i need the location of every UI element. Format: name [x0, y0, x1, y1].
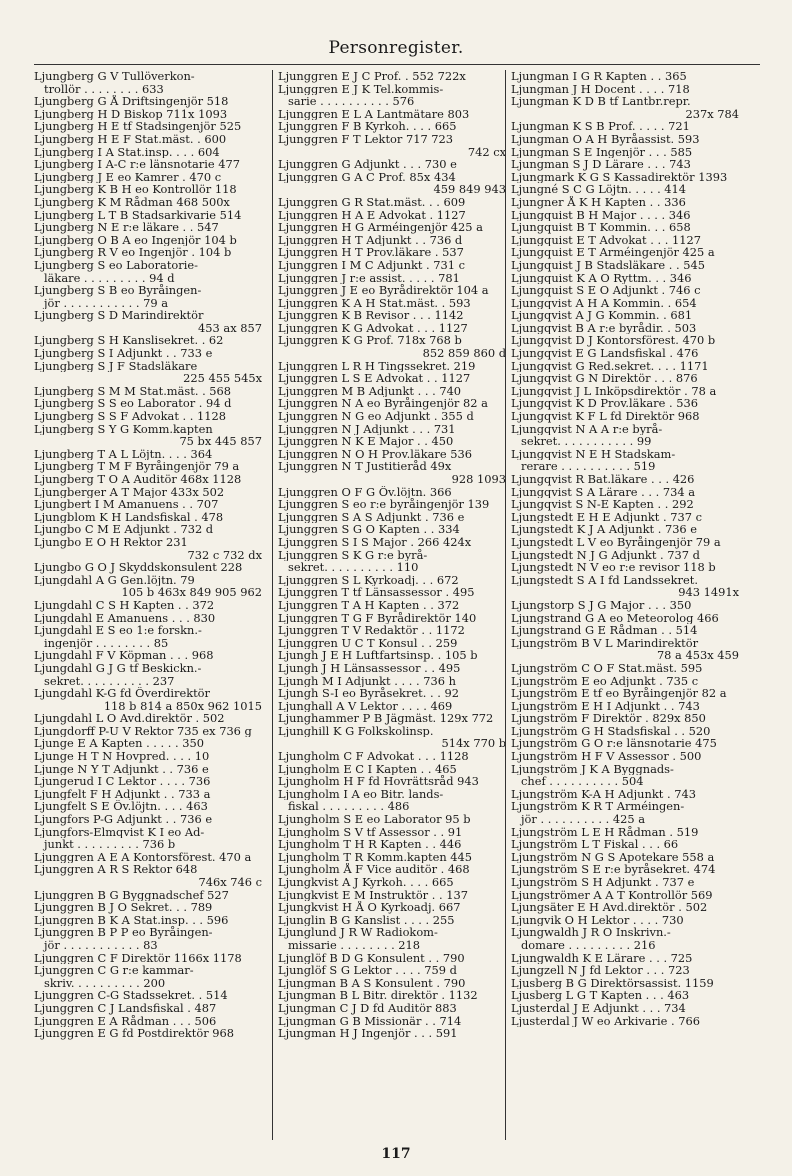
register-entry: Ljunggren C J Landsfiskal . 487	[34, 1001, 217, 1015]
register-entry: 746x 746 c	[198, 876, 262, 889]
register-entry: Ljungqvist D J Kontorsförest. 470 b	[511, 334, 716, 348]
register-entry: Ljungberg S B eo Byråingen-	[34, 284, 202, 297]
register-entry: Ljunggren J r:e assist. . . . . 781	[278, 271, 460, 285]
register-entry: Ljungstedt K J A Adjunkt . 736 e	[511, 523, 698, 536]
register-entry: Ljusterdal J E Adjunkt . . . 734	[511, 1001, 686, 1015]
register-column-2	[278, 70, 510, 1040]
register-entry: Ljungfelt F H Adjunkt . . 733 a	[34, 787, 211, 801]
register-entry: Ljungquist E T Arméingenjör 425 a	[511, 246, 715, 259]
register-entry: Ljungdahl G J G tf Beskickn.-	[34, 661, 202, 675]
register-entry: 453 ax 857	[198, 321, 262, 335]
register-entry: Ljungberg T A L Löjtn. . . . 364	[34, 447, 213, 461]
register-entry: Ljungberg H D Biskop 711x 1093	[34, 107, 228, 121]
register-entry: Ljungman H J Ingenjör . . . 591	[278, 1027, 458, 1040]
register-entry: 75 bx 445 857	[179, 435, 262, 448]
register-entry: Ljusberg L G T Kapten . . . 463	[511, 989, 690, 1002]
register-entry: 105 b 463x 849 905 962	[121, 586, 262, 599]
register-entry: Ljunggren K A H Stat.mäst. . 593	[278, 296, 471, 310]
register-entry: Ljungström E eo Adjunkt . 735 c	[511, 674, 699, 688]
register-entry: Ljunggren L S E Advokat . . 1127	[278, 372, 471, 385]
register-entry: Ljunggren E G fd Postdirektör 968	[34, 1027, 235, 1040]
register-entry: Ljungerud I C Lektor . . . . 736	[34, 775, 211, 788]
register-entry: Ljunggren N A eo Byråingenjör 82 a	[278, 397, 488, 411]
register-entry: Ljungstrand G A eo Meteorolog 466	[511, 611, 719, 625]
register-entry: Ljungberg I A Stat.insp. . . . 604	[34, 145, 220, 159]
register-entry: Ljungberg S Y G Komm.kapten	[34, 422, 213, 436]
register-entry: Ljunggren I M C Adjunkt . 731 c	[278, 258, 466, 272]
register-entry: Ljungman O A H Byråassist. 593	[511, 132, 700, 146]
register-entry: Ljunge E A Kapten . . . . . 350	[34, 737, 205, 751]
register-entry: Ljungberg K M Rådman 468 500x	[34, 195, 230, 209]
register-entry: Ljungné S C G Löjtn. . . . . 414	[511, 183, 687, 196]
register-entry: läkare . . . . . . . . . 94 d	[44, 271, 175, 285]
register-entry: Ljungberg L T B Stadsarkivarie 514	[34, 208, 242, 222]
register-entry: Ljungman S J D Lärare . . . 743	[511, 158, 691, 171]
register-entry: Ljungberg S H Kanslisekret. . 62	[34, 334, 224, 348]
register-entry: Ljungblom K H Landsfiskal . 478	[34, 510, 224, 524]
register-entry: Ljunggren T V Redaktör . . 1172	[278, 624, 465, 637]
register-entry: Ljungmark K G S Kassadirektör 1393	[511, 170, 728, 184]
register-entry: 852 859 860 d	[422, 347, 506, 360]
register-entry: Ljungström S H Adjunkt . 737 e	[511, 876, 695, 889]
register-entry: fiskal . . . . . . . . . 486	[288, 800, 410, 814]
register-entry: Ljunggren N J Adjunkt . . . 731	[278, 422, 456, 436]
register-entry: Ljunggren T A H Kapten . . 372	[278, 598, 460, 612]
register-entry: sekret. . . . . . . . . . . 99	[521, 435, 652, 448]
register-entry: Ljungwaldh J R O Inskrivn.-	[511, 926, 671, 939]
register-entry: Ljungberg G V Tullöverkon-	[34, 70, 195, 83]
register-entry: Ljungsäter E H Avd.direktör . 502	[511, 901, 708, 914]
register-entry: Ljungström S E r:e byråsekret. 474	[511, 863, 716, 876]
register-entry: Ljungqvist G Red.sekret. . . . 1171	[511, 359, 709, 373]
register-entry: trollör . . . . . . . . 633	[44, 82, 164, 96]
register-entry: Ljungberg S J F Stadsläkare	[34, 359, 198, 373]
register-entry: Ljunggren N T Justitieråd 49x	[278, 460, 452, 473]
register-entry: Ljungström L E H Rådman . 519	[511, 825, 699, 839]
register-entry: Ljungqvist A J G Kommin. . 681	[511, 309, 693, 322]
register-entry: Ljungholm S V tf Assessor . . 91	[278, 825, 463, 839]
register-entry: Ljungqvist R Bat.läkare . . . 426	[511, 473, 695, 486]
register-entry: Ljungström H F V Assessor . 500	[511, 750, 702, 763]
register-entry: rerare . . . . . . . . . . 519	[521, 460, 656, 473]
register-entry: Ljunggren S eo r:e byråingenjör 139	[278, 498, 490, 511]
register-entry: Ljungberg O B A eo Ingenjör 104 b	[34, 233, 237, 247]
register-entry: Ljunggren T tf Länsassessor . 495	[278, 586, 475, 599]
register-entry: Ljungdahl F V Köpman . . . 968	[34, 649, 214, 662]
register-entry: Ljungberg N E r:e läkare . . 547	[34, 221, 219, 234]
register-entry: Ljungman J H Docent . . . . 718	[511, 82, 690, 96]
register-entry: jör . . . . . . . . . . . 83	[44, 938, 158, 952]
register-entry: Ljungholm Å F Vice auditör . 468	[278, 863, 470, 876]
register-entry: Ljungzell N J fd Lektor . . . 723	[511, 964, 690, 977]
register-entry: Ljungholm T R Komm.kapten 445	[278, 850, 473, 864]
register-entry: Ljungberg S S eo Laborator . 94 d	[34, 397, 232, 411]
register-entry: Ljunggren G A C Prof. 85x 434	[278, 170, 456, 184]
register-entry: Ljunggren G Adjunkt . . . 730 e	[278, 158, 457, 171]
register-entry: Ljungquist S E O Adjunkt . 746 c	[511, 284, 701, 297]
register-entry: Ljunggren N G eo Adjunkt . 355 d	[278, 410, 474, 423]
register-entry: Ljungstedt N V eo r:e revisor 118 b	[511, 561, 716, 574]
register-entry: Ljungquist E T Advokat . . . 1127	[511, 233, 701, 247]
register-entry: jör . . . . . . . . . . 425 a	[521, 813, 646, 826]
register-entry: Ljungstrand G E Rådman . . 514	[511, 624, 698, 637]
register-entry: Ljungdahl E Amanuens . . . 830	[34, 611, 216, 625]
register-entry: Ljungman C J D fd Auditör 883	[278, 1001, 457, 1015]
register-entry: Ljungberg T M F Byråingenjör 79 a	[34, 460, 240, 473]
register-entry: Ljungqvist J L Inköpsdirektör . 78 a	[511, 384, 717, 398]
register-entry: Ljungquist B H Major . . . . 346	[511, 208, 691, 222]
register-entry: Ljungbo C M E Adjunkt . 732 d	[34, 523, 214, 536]
register-entry: 943 1491x	[678, 586, 739, 599]
register-entry: Ljungqvist K F L fd Direktör 968	[511, 410, 700, 423]
register-entry: Ljungström K R T Arméingen-	[511, 800, 685, 814]
register-entry: 237x 784	[685, 107, 739, 121]
register-entry: Ljungkvist A J Kyrkoh. . . . 665	[278, 876, 454, 889]
register-entry: Ljunggren H G Arméingenjör 425 a	[278, 221, 483, 234]
register-entry: Ljunghall A V Lektor . . . . 469	[278, 699, 453, 713]
register-entry: Ljungfors-Elmqvist K I eo Ad-	[34, 825, 205, 839]
register-entry: Ljunggren S A S Adjunkt . 736 e	[278, 510, 465, 524]
register-column-1	[34, 70, 266, 1040]
register-entry: 118 b 814 a 850x 962 1015	[103, 699, 262, 713]
register-entry: Ljungqvist G N Direktör . . . 876	[511, 372, 698, 385]
register-entry: Ljungh M I Adjunkt . . . . 736 h	[278, 674, 456, 688]
register-entry: Ljunggren S L Kyrkoadj. . . 672	[278, 573, 459, 587]
register-entry: missarie . . . . . . . . 218	[288, 938, 421, 952]
column-divider	[272, 70, 273, 1140]
register-entry: 514x 770 b	[441, 737, 506, 751]
register-entry: Ljungberg H E F Stat.mäst. . 600	[34, 132, 227, 146]
column-divider	[505, 70, 506, 1140]
register-entry: Ljunggren K B Revisor . . . 1142	[278, 309, 464, 322]
register-entry: 225 455 545x	[183, 372, 262, 385]
register-entry: Ljungberg J E eo Kamrer . 470 c	[34, 170, 222, 184]
register-entry: Ljunggren C-G Stadssekret. . 514	[34, 989, 228, 1002]
register-entry: Ljungberg S M M Stat.mäst. . 568	[34, 384, 232, 398]
register-entry: Ljungberg H E tf Stadsingenjör 525	[34, 120, 242, 133]
register-entry: Ljungfors P-G Adjunkt . . 736 e	[34, 813, 213, 826]
register-entry: Ljunggren H A E Advokat . 1127	[278, 208, 466, 222]
register-entry: Ljungström L T Fiskal . . . 66	[511, 838, 679, 851]
register-entry: Ljunggren C G r:e kammar-	[34, 964, 194, 977]
register-entry: Ljungqvist N E H Stadskam-	[511, 447, 676, 461]
register-entry: 742 cx	[467, 145, 506, 159]
register-column-3	[511, 70, 743, 1027]
register-entry: sarie . . . . . . . . . . 576	[288, 95, 415, 108]
register-entry: Ljungdahl K-G fd Överdirektör	[34, 687, 210, 700]
register-entry: Ljungström J K A Byggnads-	[511, 762, 674, 776]
register-entry: Ljunggren U C T Konsul . . 259	[278, 636, 458, 650]
register-entry: Ljusberg B G Direktörsassist. 1159	[511, 976, 714, 990]
register-entry: Ljungstedt E H E Adjunkt . 737 c	[511, 510, 702, 524]
register-entry: Ljunggren B K A Stat.insp. . . 596	[34, 913, 229, 927]
register-entry: chef . . . . . . . . . . 504	[521, 775, 644, 788]
register-entry: Ljungström C O F Stat.mäst. 595	[511, 661, 703, 675]
register-entry: Ljungstedt L V eo Byråingenjör 79 a	[511, 535, 721, 549]
register-entry: Ljungqvist K D Prov.läkare . 536	[511, 397, 698, 411]
register-entry: Ljungh J E H Luftfartsinsp. . 105 b	[278, 649, 478, 662]
register-entry: Ljungberg I A-C r:e länsnotarie 477	[34, 158, 240, 171]
register-entry: Ljunggren F B Kyrkoh. . . . 665	[278, 120, 457, 133]
register-entry: Ljunggren N O H Prov.läkare 536	[278, 447, 472, 461]
register-entry: Ljungstedt N J G Adjunkt . 737 d	[511, 548, 700, 562]
register-entry: Ljunggren K G Prof. 718x 768 b	[278, 334, 462, 348]
register-entry: Ljungfelt S E Öv.löjtn. . . . 463	[34, 800, 208, 814]
register-entry: Ljungberg S S F Advokat . . 1128	[34, 410, 226, 423]
register-entry: Ljungman K S B Prof. . . . . 721	[511, 120, 690, 133]
register-entry: Ljunglin B G Kanslist . . . . 255	[278, 913, 455, 927]
register-entry: Ljunggren H T Prov.läkare . 537	[278, 246, 464, 259]
register-entry: Ljungström N G S Apotekare 558 a	[511, 850, 715, 864]
register-entry: Ljungberg G Å Driftsingenjör 518	[34, 95, 229, 108]
register-entry: Ljungholm S E eo Laborator 95 b	[278, 813, 471, 826]
register-entry: Ljusterdal J W eo Arkivarie . 766	[511, 1014, 700, 1028]
register-entry: Ljungquist K A O Ryttm. . . 346	[511, 271, 692, 285]
register-entry: Ljunglöf S G Lektor . . . . 759 d	[278, 964, 457, 977]
register-entry: 928 1093	[451, 473, 506, 486]
register-entry: Ljungberg S eo Laboratorie-	[34, 258, 198, 272]
register-entry: Ljunggren C F Direktör 1166x 1178	[34, 951, 242, 965]
register-entry: Ljunggren E L A Lantmätare 803	[278, 107, 470, 121]
register-entry: junkt . . . . . . . . . 736 b	[44, 838, 176, 851]
register-entry: Ljunglund J R W Radiokom-	[278, 926, 438, 939]
register-entry: Ljungner Å K H Kapten . . 336	[511, 195, 686, 209]
register-entry: Ljunge H T N Hovpred. . . . 10	[34, 750, 210, 763]
register-entry: Ljungberg K B H eo Kontrollör 118	[34, 183, 237, 196]
register-entry: Ljunggren E J C Prof. . 552 722x	[278, 70, 466, 83]
register-entry: Ljungdorff P-U V Rektor 735 ex 736 g	[34, 724, 252, 738]
register-entry: Ljungh S-I eo Byråsekret. . . 92	[278, 687, 459, 700]
register-entry: Ljungholm H F fd Hovrättsråd 943	[278, 775, 479, 788]
register-entry: Ljunggren S I S Major . 266 424x	[278, 535, 472, 549]
register-entry: Ljungstorp S J G Major . . . 350	[511, 598, 692, 612]
register-entry: Ljungholm I A eo Bitr. lands-	[278, 787, 444, 801]
register-entry: Ljungberg S D Marindirektör	[34, 309, 204, 322]
register-entry: skriv. . . . . . . . . . 200	[44, 976, 166, 990]
register-entry: Ljungström B V L Marindirektör	[511, 636, 699, 650]
register-entry: Ljungman G B Missionär . . 714	[278, 1014, 462, 1028]
register-entry: Ljunghill K G Folkskolinsp.	[278, 724, 434, 738]
register-entry: Ljunggren T G F Byrådirektör 140	[278, 611, 477, 625]
register-entry: sekret. . . . . . . . . . 237	[44, 674, 175, 688]
register-entry: Ljungströmer A A T Kontrollör 569	[511, 888, 713, 902]
register-entry: Ljungberg R V eo Ingenjör . 104 b	[34, 246, 232, 259]
register-entry: Ljungqvist S N-E Kapten . . 292	[511, 498, 694, 511]
register-entry: Ljungqvist N A A r:e byrå-	[511, 422, 663, 436]
register-entry: Ljunghammer P B Jägmäst. 129x 772	[278, 712, 494, 725]
register-entry: Ljungman S E Ingenjör . . . 585	[511, 145, 693, 159]
register-entry: Ljungstedt S A I fd Landssekret.	[511, 573, 698, 587]
register-entry: Ljungvik O H Lektor . . . . 730	[511, 913, 684, 927]
register-entry: Ljungdahl L O Avd.direktör . 502	[34, 712, 225, 725]
register-entry: Ljungström G O r:e länsnotarie 475	[511, 737, 717, 751]
register-entry: Ljunggren H T Adjunkt . . 736 d	[278, 233, 463, 247]
register-entry: Ljunggren B P P eo Byråingen-	[34, 926, 213, 939]
register-entry: Ljunggren E J K Tel.kommis-	[278, 82, 444, 96]
register-entry: Ljungbo E O H Rektor 231	[34, 535, 188, 549]
register-entry: 78 a 453x 459	[656, 649, 739, 662]
register-entry: Ljungberg T O A Auditör 468x 1128	[34, 473, 242, 486]
register-entry: Ljungman K D B tf Lantbr.repr.	[511, 95, 691, 108]
register-entry: Ljungström E H I Adjunkt . . 743	[511, 699, 700, 713]
register-entry: Ljungqvist S A Lärare . . . 734 a	[511, 485, 696, 499]
register-entry: Ljungström G H Stadsfiskal . . 520	[511, 724, 711, 738]
register-entry: Ljunge N Y T Adjunkt . . 736 e	[34, 762, 209, 776]
register-entry: Ljunggren J E eo Byrådirektör 104 a	[278, 284, 489, 297]
register-entry: Ljunggren A E A Kontorsförest. 470 a	[34, 850, 252, 864]
register-entry: Ljungbo G O J Skyddskonsulent 228	[34, 561, 243, 574]
register-entry: Ljungman B L Bitr. direktör . 1132	[278, 989, 478, 1002]
register-entry: Ljungkvist E M Instruktör . . 137	[278, 888, 468, 902]
register-entry: Ljungström F Direktör . 829x 850	[511, 712, 706, 725]
register-entry: sekret. . . . . . . . . . 110	[288, 561, 419, 574]
register-entry: 732 c 732 dx	[187, 548, 262, 562]
register-entry: Ljungholm E C I Kapten . . 465	[278, 762, 457, 776]
register-entry: Ljungqvist A H A Kommin. . 654	[511, 296, 697, 310]
register-entry: Ljungqvist E G Landsfiskal . 476	[511, 347, 699, 360]
register-entry: Ljungkvist H Å O Kyrkoadj. 667	[278, 901, 461, 914]
register-entry: Ljungquist J B Stadsläkare . . 545	[511, 258, 706, 272]
register-entry: Ljungh J H Länsassessor . . 495	[278, 661, 461, 675]
register-entry: Ljungberger A T Major 433x 502	[34, 485, 225, 499]
register-entry: Ljungwaldh K E Lärare . . . 725	[511, 951, 693, 965]
register-entry: ingenjör . . . . . . . . 85	[44, 636, 169, 650]
register-entry: Ljunggren O F G Öv.löjtn. 366	[278, 485, 452, 499]
page-number: 117	[381, 1146, 411, 1162]
register-entry: Ljunggren K G Advokat . . . 1127	[278, 321, 468, 335]
register-entry: Ljunggren L R H Tingssekret. 219	[278, 359, 476, 373]
register-entry: 459 849 943	[433, 183, 506, 196]
register-entry: Ljungström E tf eo Byråingenjör 82 a	[511, 687, 727, 700]
register-entry: Ljungström K-A H Adjunkt . 743	[511, 787, 696, 801]
register-entry: Ljunggren F T Lektor 717 723	[278, 132, 454, 146]
register-entry: Ljunggren B J O Sekret. . . 789	[34, 901, 213, 914]
register-entry: Ljunggren M B Adjunkt . . . 740	[278, 384, 462, 398]
register-entry: jör . . . . . . . . . . . 79 a	[44, 296, 169, 310]
register-entry: Ljunggren S K G r:e byrå-	[278, 548, 428, 562]
register-entry: domare . . . . . . . . . 216	[521, 938, 656, 952]
register-entry: Ljungquist B T Kommin. . . 658	[511, 221, 691, 234]
register-entry: Ljungdahl A G Gen.löjtn. 79	[34, 573, 195, 587]
register-entry: Ljungholm C F Advokat . . . 1128	[278, 750, 469, 763]
header-rule	[34, 64, 760, 65]
register-entry: Ljunggren B G Byggnadschef 527	[34, 888, 229, 902]
register-entry: Ljungdahl E S eo 1:e forskn.-	[34, 624, 202, 637]
register-entry: Ljungman B A S Konsulent . 790	[278, 976, 466, 990]
register-entry: Ljunggren S G O Kapten . . 334	[278, 523, 460, 536]
register-entry: Ljunggren A R S Rektor 648	[34, 863, 198, 876]
register-entry: Ljungman I G R Kapten . . 365	[511, 70, 687, 83]
register-entry: Ljungbert I M Amanuens . . 707	[34, 498, 219, 511]
register-entry: Ljunggren E A Rådman . . . 506	[34, 1014, 217, 1028]
register-entry: Ljungberg S I Adjunkt . . 733 e	[34, 347, 213, 360]
register-entry: Ljungholm T H R Kapten . . 446	[278, 838, 462, 851]
page-title: Personregister.	[328, 38, 464, 58]
register-entry: Ljungqvist B A r:e byrådir. . 503	[511, 321, 697, 335]
register-entry: Ljunggren N K E Major . . 450	[278, 435, 454, 448]
register-entry: Ljunglöf B D G Konsulent . . 790	[278, 951, 465, 965]
register-entry: Ljunggren G R Stat.mäst. . . 609	[278, 195, 466, 209]
register-entry: Ljungdahl C S H Kapten . . 372	[34, 598, 215, 612]
